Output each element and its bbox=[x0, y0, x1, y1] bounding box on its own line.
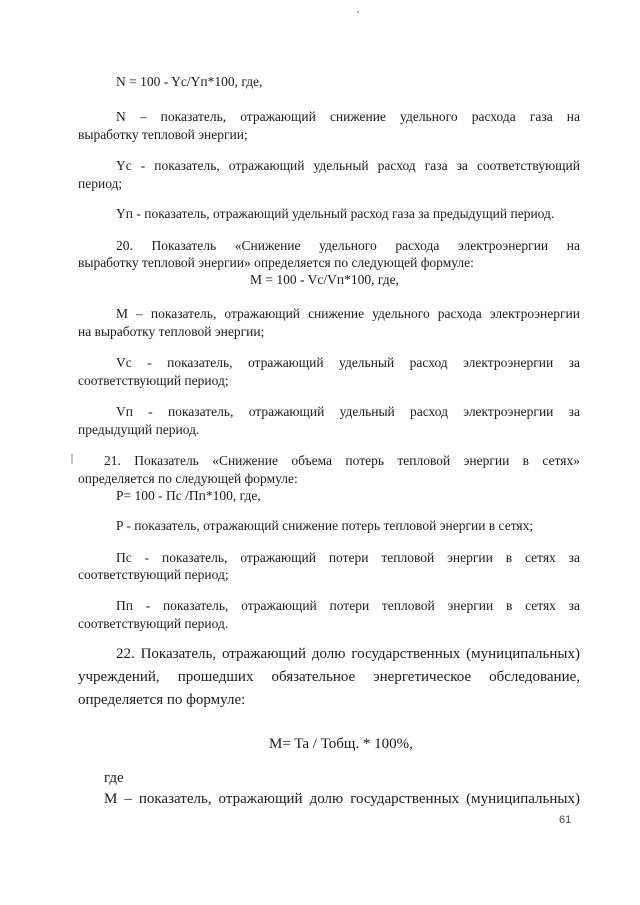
def-vc-line2: соответствующий период; bbox=[78, 373, 229, 388]
def-yc-line2: период; bbox=[78, 176, 123, 191]
item20-line1: 20. Показатель «Снижение удельного расхода электроэнергии на bbox=[116, 238, 580, 253]
formula-n: N = 100 - Yс/Yп*100, где, bbox=[116, 74, 263, 89]
item21-line2: определяется по следующей формуле: bbox=[78, 471, 298, 486]
def-m-line1: M – показатель, отражающий снижение удельного расхода электроэнергии bbox=[116, 306, 580, 321]
def-p: P - показатель, отражающий снижение потерь тепловой энергии в сетях; bbox=[116, 518, 534, 533]
def-yc-line1: Yс - показатель, отражающий удельный расход газа за соответствующий bbox=[116, 158, 580, 173]
formula-share: M= Ta / Тобщ. * 100%, bbox=[269, 736, 413, 752]
where-label: где bbox=[104, 770, 124, 786]
def-pc-line1: Пс - показатель, отражающий потери тепловой энергии в сетях за bbox=[116, 550, 580, 565]
def-pp-line1: Пп - показатель, отражающий потери тепловой энергии в сетях за bbox=[116, 598, 580, 613]
def-vp-line1: Vп - показатель, отражающий удельный расход электроэнергии за bbox=[116, 404, 580, 419]
def-n-line2: выработку тепловой энергии; bbox=[78, 127, 248, 142]
item22-line1: 22. Показатель, отражающий долю государственных (муниципальных) bbox=[116, 646, 580, 662]
def-share-line1: M – показатель, отражающий долю государственных (муниципальных) bbox=[104, 791, 580, 807]
scan-speck bbox=[357, 11, 359, 13]
formula-p: P= 100 - Пс /Пп*100, где, bbox=[116, 488, 261, 503]
item22-line3: определяется по формуле: bbox=[78, 692, 246, 708]
def-yp: Yп - показатель, отражающий удельный расход газа за предыдущий период. bbox=[116, 206, 555, 221]
formula-m: M = 100 - Vс/Vп*100, где, bbox=[250, 272, 399, 287]
item21-line1: 21. Показатель «Снижение объема потерь тепловой энергии в сетях» bbox=[104, 453, 580, 468]
margin-mark bbox=[71, 454, 73, 464]
def-pc-line2: соответствующий период; bbox=[78, 567, 229, 582]
item20-line2: выработку тепловой энергии» определяется по следующей формуле: bbox=[78, 255, 474, 270]
page-number: 61 bbox=[559, 814, 572, 826]
def-vc-line1: Vс - показатель, отражающий удельный расход электроэнергии за bbox=[116, 355, 580, 370]
def-n-line1: N – показатель, отражающий снижение удельного расхода газа на bbox=[116, 109, 580, 124]
def-pp-line2: соответствующий период. bbox=[78, 616, 229, 631]
def-m-line2: на выработку тепловой энергии; bbox=[78, 324, 265, 339]
def-vp-line2: предыдущий период. bbox=[78, 422, 200, 437]
item22-line2: учреждений, прошедших обязательное энергетическое обследование, bbox=[78, 669, 580, 685]
